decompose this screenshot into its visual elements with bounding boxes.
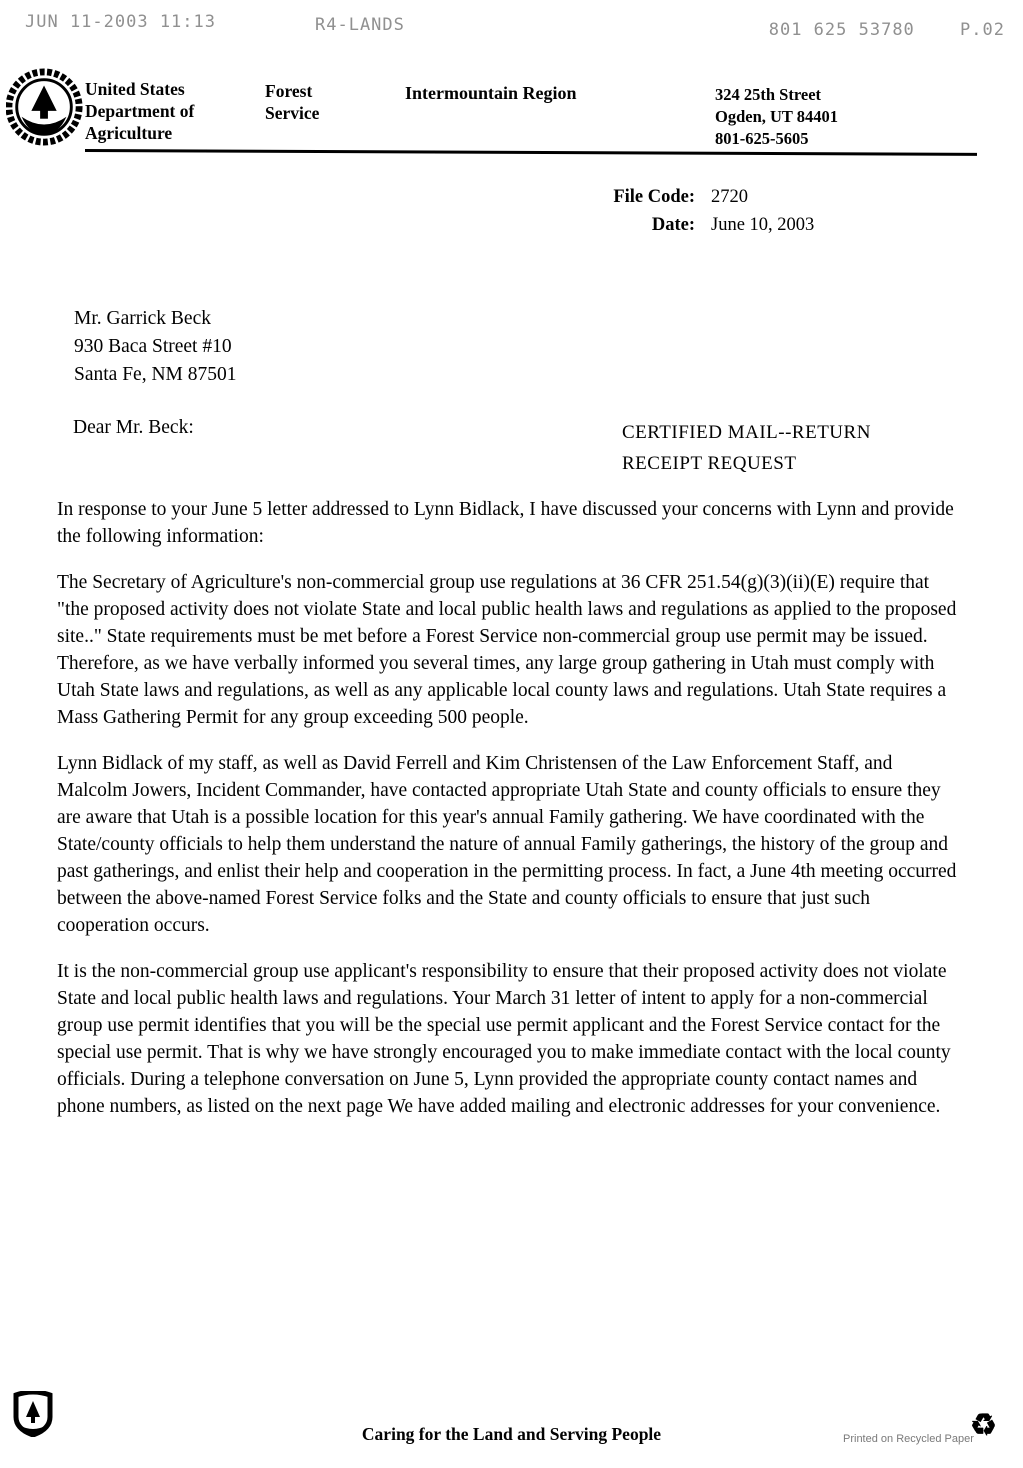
letterhead-rule [85, 149, 977, 156]
letter-body [57, 496, 965, 1139]
fax-station: R4-LANDS [315, 15, 405, 35]
recycle-icon: ♻ [970, 1409, 997, 1442]
agency-line: Department of [85, 101, 195, 121]
service-line: Forest [265, 81, 313, 101]
date-label: Date: [651, 215, 695, 235]
recipient-street: 930 Baca Street #10 [74, 336, 232, 357]
letterhead-service [265, 80, 319, 124]
recipient-city: Santa Fe, NM 87501 [74, 364, 237, 385]
usda-seal-logo [6, 66, 84, 148]
mail-notice-line: RECEIPT REQUEST [622, 453, 797, 474]
file-code-value: 2720 [711, 187, 748, 207]
fax-number-page [769, 20, 1005, 40]
paragraph-3: Lynn Bidlack of my staff, as well as David Ferrell and Kim Christensen of the Law Enforcement Staff, and Malcolm Jowers, Incident Commander, have contacted appropriate Utah State and county officials to ensure they are aware that Utah is a possible location for this year's annual Family gathering. We have coordinated with the State/county officials to help them understand the nature of annual Family gatherings, the history of the group and past gatherings, and enlist their help and cooperation in the permitting process. In fact, a June 4th meeting occurred between the above-named Forest Service folks and the State and county officials to ensure that just such cooperation occurs. [57, 753, 957, 936]
agency-line: United States [85, 79, 185, 99]
paragraph-4: It is the non-commercial group use applicant's responsibility to ensure that their proposed activity does not violate State and local public health laws and regulations. Your March 31 letter of intent to apply for a non-commercial group use permit identifies that you will be the special use permit applicant and the Forest Service contact for the special use permit. That is why we have strongly encouraged you to make immediate contact with the local county officials. During a telephone conversation on June 5, Lynn provided the appropriate county contact names and phone numbers, as listed on the next page We have added mailing and electronic addresses for your convenience. [57, 961, 951, 1117]
file-code-date-block [540, 183, 870, 239]
date-value: June 10, 2003 [711, 215, 815, 235]
service-line: Service [265, 103, 320, 123]
address-line: 324 25th Street [715, 85, 822, 104]
recycled-paper-note: Printed on Recycled Paper [843, 1433, 974, 1445]
footer-motto: Caring for the Land and Serving People [361, 1424, 662, 1444]
letterhead-agency [85, 78, 194, 144]
paragraph-1: In response to your June 5 letter addressed to Lynn Bidlack, I have discussed your concerns with Lynn and provide the following information: [57, 499, 954, 547]
recipient-address [74, 305, 237, 389]
address-line: Ogden, UT 84401 [715, 107, 839, 126]
fax-page-number: P.02 [960, 20, 1005, 40]
recipient-name: Mr. Garrick Beck [74, 308, 211, 329]
certified-mail-notice [622, 417, 871, 479]
salutation: Dear Mr. Beck: [73, 417, 194, 438]
mail-notice-line: CERTIFIED MAIL--RETURN [622, 422, 871, 443]
letterhead-address [715, 84, 838, 150]
fax-header [0, 12, 1023, 42]
agency-line: Agriculture [85, 123, 173, 143]
letterhead-region: Intermountain Region [405, 83, 577, 103]
paragraph-2: The Secretary of Agriculture's non-commercial group use regulations at 36 CFR 251.54(g)(3)(ii)(E) require that "the proposed activity does not violate State and local public health laws and regulations as applied to the proposed site.." State requirements must be met before a Forest Service non-commercial group use permit may be issued. Therefore, as we have verbally informed you several times, any large group gathering in Utah must comply with Utah State laws and regulations, as well as any applicable local county laws and regulations. Utah State requires a Mass Gathering Permit for any group exceeding 500 people. [57, 572, 957, 728]
address-line: 801-625-5605 [715, 129, 809, 148]
file-code-label: File Code: [613, 187, 695, 207]
fax-number: 801 625 53780 [768, 20, 915, 40]
fax-datetime: JUN 11-2003 11:13 [25, 12, 216, 32]
